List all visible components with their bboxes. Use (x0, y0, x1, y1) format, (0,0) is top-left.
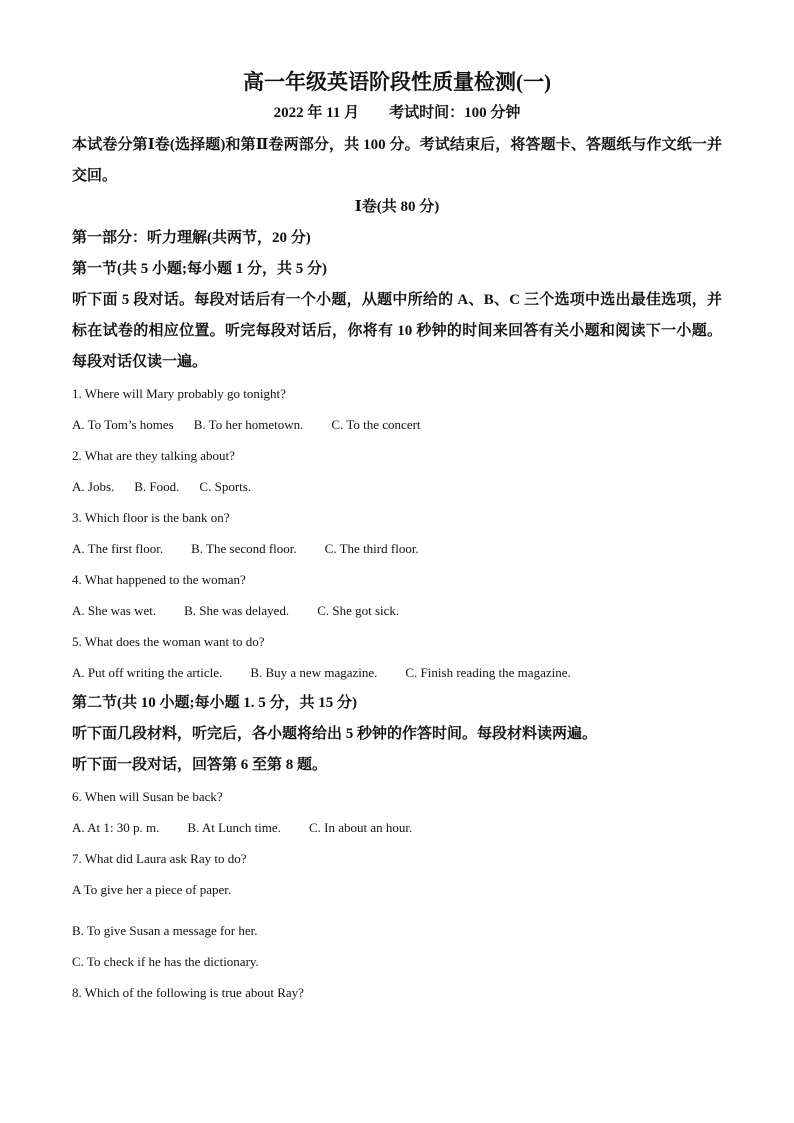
question-text: 2. What are they talking about? (72, 448, 235, 463)
question-text: 4. What happened to the woman? (72, 572, 246, 587)
option-c: C. To check if he has the dictionary. (72, 954, 259, 969)
section2-title: 第二节(共 10 小题;每小题 1. 5 分，共 15 分) (72, 695, 357, 711)
question-options (72, 533, 722, 564)
option-a: A. At 1: 30 p. m. (72, 820, 160, 835)
option-c: C. To the concert (331, 417, 421, 432)
option-b: B. Buy a new magazine. (250, 665, 378, 680)
question-options (72, 595, 722, 626)
section2-instructions: 听下面几段材料，听完后，各小题将给出 5 秒钟的作答时间。每段材料读两遍。 (72, 726, 598, 742)
option-a: A. Put off writing the article. (72, 665, 223, 680)
option-a: A. She was wet. (72, 603, 157, 618)
option-a: A. Jobs. (72, 479, 115, 494)
option-b: B. Food. (134, 479, 180, 494)
option-b: B. To her hometown. (193, 417, 304, 432)
exam-title: 高一年级英语阶段性质量检测(一) (243, 70, 551, 94)
section1-question-3 (72, 502, 722, 564)
question-text: 3. Which floor is the bank on? (72, 510, 230, 525)
question-options (72, 471, 722, 502)
section2-question-6 (72, 781, 722, 843)
section2-question-7 (72, 843, 722, 977)
option-a: A. The first floor. (72, 541, 164, 556)
section1-question-1 (72, 378, 722, 440)
option-c: C. The third floor. (324, 541, 419, 556)
option-c: C. In about an hour. (308, 820, 413, 835)
option-a: A To give her a piece of paper. (72, 882, 232, 897)
exam-intro: 本试卷分第Ⅰ卷(选择题)和第Ⅱ卷两部分，共 100 分。考试结束后，将答题卡、答题纸与作文纸一并交回。 (72, 137, 722, 184)
section1-question-2 (72, 440, 722, 502)
option-b: B. To give Susan a message for her. (72, 923, 258, 938)
question-options (72, 812, 722, 843)
option-c: C. She got sick. (317, 603, 400, 618)
exam-date-time: 2022 年 11 月 考试时间：100 分钟 (273, 105, 521, 121)
question-text: 7. What did Laura ask Ray to do? (72, 851, 247, 866)
option-a: A. To Tom’s homes (72, 417, 174, 432)
section1-question-4 (72, 564, 722, 626)
question-options (72, 657, 722, 688)
section1-title: 第一节(共 5 小题;每小题 1 分，共 5 分) (72, 261, 327, 277)
question-text: 1. Where will Mary probably go tonight? (72, 386, 286, 401)
exam-page (72, 68, 722, 1008)
option-c: C. Finish reading the magazine. (405, 665, 571, 680)
volume1-title: Ⅰ卷(共 80 分) (354, 199, 440, 215)
part1-title: 第一部分：听力理解(共两节，20 分) (72, 230, 311, 246)
question-text: 6. When will Susan be back? (72, 789, 223, 804)
option-b: B. The second floor. (191, 541, 297, 556)
section2-question-8 (72, 977, 722, 1008)
section1-question-5 (72, 626, 722, 688)
section2-dialog-intro: 听下面一段对话，回答第 6 至第 8 题。 (72, 757, 328, 773)
question-text: 5. What does the woman want to do? (72, 634, 265, 649)
section1-instructions: 听下面 5 段对话。每段对话后有一个小题，从题中所给的 A、B、C 三个选项中选出最佳选项，并标在试卷的相应位置。听完每段对话后，你将有 10 秒钟的时间来回答有关小题和阅读下一小题。每段对话仅读一遍。 (72, 292, 722, 370)
question-options (72, 409, 722, 440)
option-c: C. Sports. (199, 479, 252, 494)
option-b: B. At Lunch time. (187, 820, 281, 835)
question-text: 8. Which of the following is true about Ray? (72, 985, 304, 1000)
option-b: B. She was delayed. (184, 603, 290, 618)
